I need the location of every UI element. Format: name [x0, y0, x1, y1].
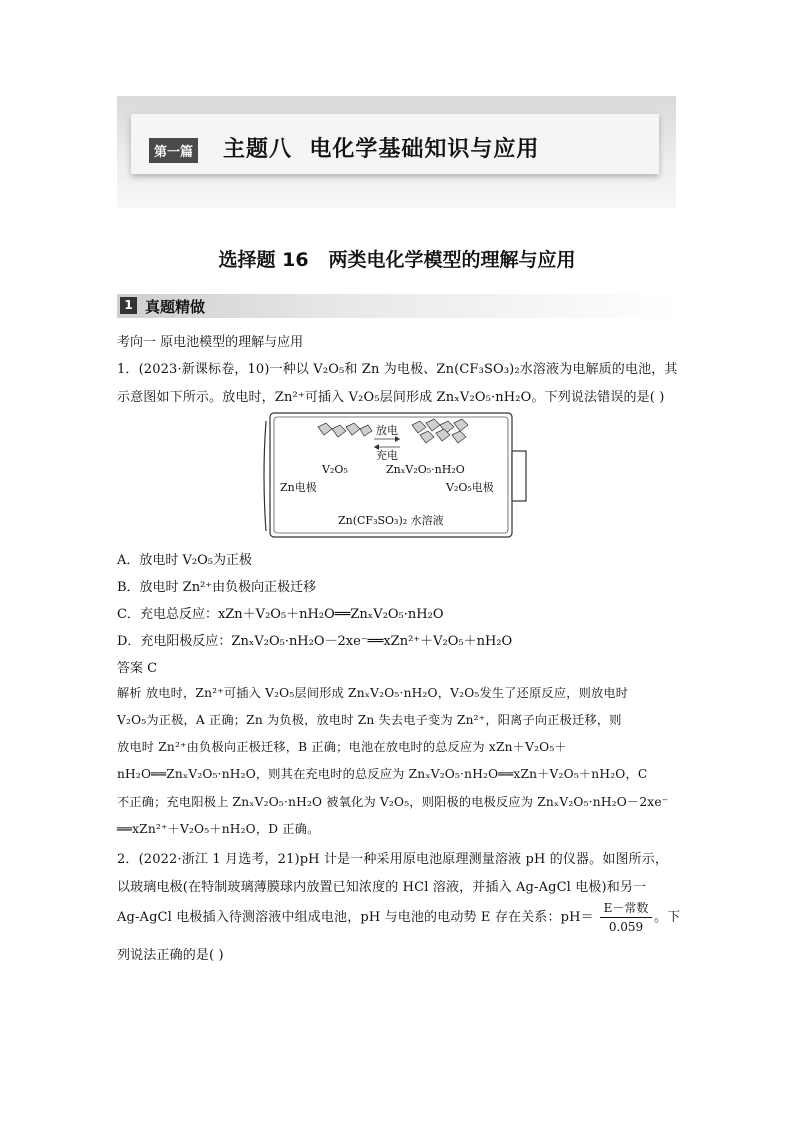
banner-card	[131, 114, 659, 174]
charge-label: 充电	[376, 449, 398, 462]
analysis-line-5: 不正确；充电阳极上 ZnₓV₂O₅·nH₂O 被氧化为 V₂O₅，则阳极的电极反应为 ZnₓV₂O₅·nH₂O－2xe⁻	[117, 795, 669, 809]
topic-title: 主题八 电化学基础知识与应用	[223, 137, 540, 162]
q2-stem-line-3: Ag-AgCl 电极插入待测溶液中组成电池，pH 与电池的电动势 E 存在关系：pH＝	[117, 910, 594, 925]
q2-stem-line-4: 列说法正确的是( )	[117, 948, 224, 963]
discharge-label: 放电	[376, 424, 398, 437]
section-number-icon: 1	[120, 297, 137, 314]
section-label: 真题精做	[145, 298, 206, 316]
topic-banner	[117, 96, 676, 208]
electrolyte-label: Zn(CF₃SO₃)₂ 水溶液	[338, 514, 444, 527]
v2o5-label: V₂O₅	[322, 463, 348, 476]
answer-line: 答案 C	[117, 661, 158, 676]
v2o5-electrode-label: V₂O₅电极	[446, 481, 494, 494]
q2-stem-line-1: 2．(2022·浙江 1 月选考，21)pH 计是一种采用原电池原理测量溶液 pH 的仪器。如图所示，	[117, 852, 669, 867]
analysis-line-3: 放电时 Zn²⁺由负极向正极迁移，B 正确；电池在放电时的总反应为 xZn＋V₂O₅＋	[117, 740, 567, 754]
option-c: C．充电总反应：xZn＋V₂O₅＋nH₂O══ZnₓV₂O₅·nH₂O	[117, 607, 444, 622]
battery-diagram	[262, 411, 532, 541]
product-label: ZnₓV₂O₅·nH₂O	[386, 463, 465, 476]
option-b: B．放电时 Zn²⁺由负极向正极迁移	[117, 580, 317, 595]
analysis-line-1: 解析 放电时，Zn²⁺可插入 V₂O₅层间形成 ZnₓV₂O₅·nH₂O，V₂O₅发生了还原反应，则放电时	[117, 686, 629, 700]
q1-stem-line-2: 示意图如下所示。放电时，Zn²⁺可插入 V₂O₅层间形成 ZnₓV₂O₅·nH₂O。下列说法错误的是( )	[117, 390, 665, 405]
part-chip: 第一篇	[149, 138, 198, 163]
direction-heading: 考向一 原电池模型的理解与应用	[117, 335, 304, 350]
ph-fraction-bar	[600, 917, 652, 918]
analysis-line-6: ══xZn²⁺＋V₂O₅＋nH₂O，D 正确。	[117, 822, 320, 836]
option-a: A．放电时 V₂O₅为正极	[117, 553, 252, 568]
ph-fraction-numerator: E－常数	[603, 901, 649, 915]
section-header	[117, 294, 677, 318]
q1-stem-line-1: 1．(2023·新课标卷，10)一种以 V₂O₅和 Zn 为电极、Zn(CF₃SO₃)₂水溶液为电解质的电池，其	[117, 362, 678, 377]
q2-stem-line-2: 以玻璃电极(在特制玻璃薄膜球内放置已知浓度的 HCl 溶液，并插入 Ag-AgCl 电极)和另一	[117, 880, 647, 895]
option-d: D．充电阳极反应：ZnₓV₂O₅·nH₂O－2xe⁻══xZn²⁺＋V₂O₅＋nH₂O	[117, 634, 513, 649]
analysis-line-2: V₂O₅为正极，A 正确；Zn 为负极，放电时 Zn 失去电子变为 Zn²⁺，阳离子向正极迁移，则	[117, 713, 622, 727]
question-type-title: 选择题 16 两类电化学模型的理解与应用	[218, 249, 576, 271]
zn-electrode-label: Zn电极	[280, 481, 317, 494]
ph-fraction-denominator: 0.059	[608, 920, 644, 934]
q2-stem-line-3-tail: 。下	[654, 910, 681, 925]
analysis-line-4: nH₂O══ZnₓV₂O₅·nH₂O，则其在充电时的总反应为 ZnₓV₂O₅·nH₂O══xZn＋V₂O₅＋nH₂O，C	[117, 767, 648, 781]
